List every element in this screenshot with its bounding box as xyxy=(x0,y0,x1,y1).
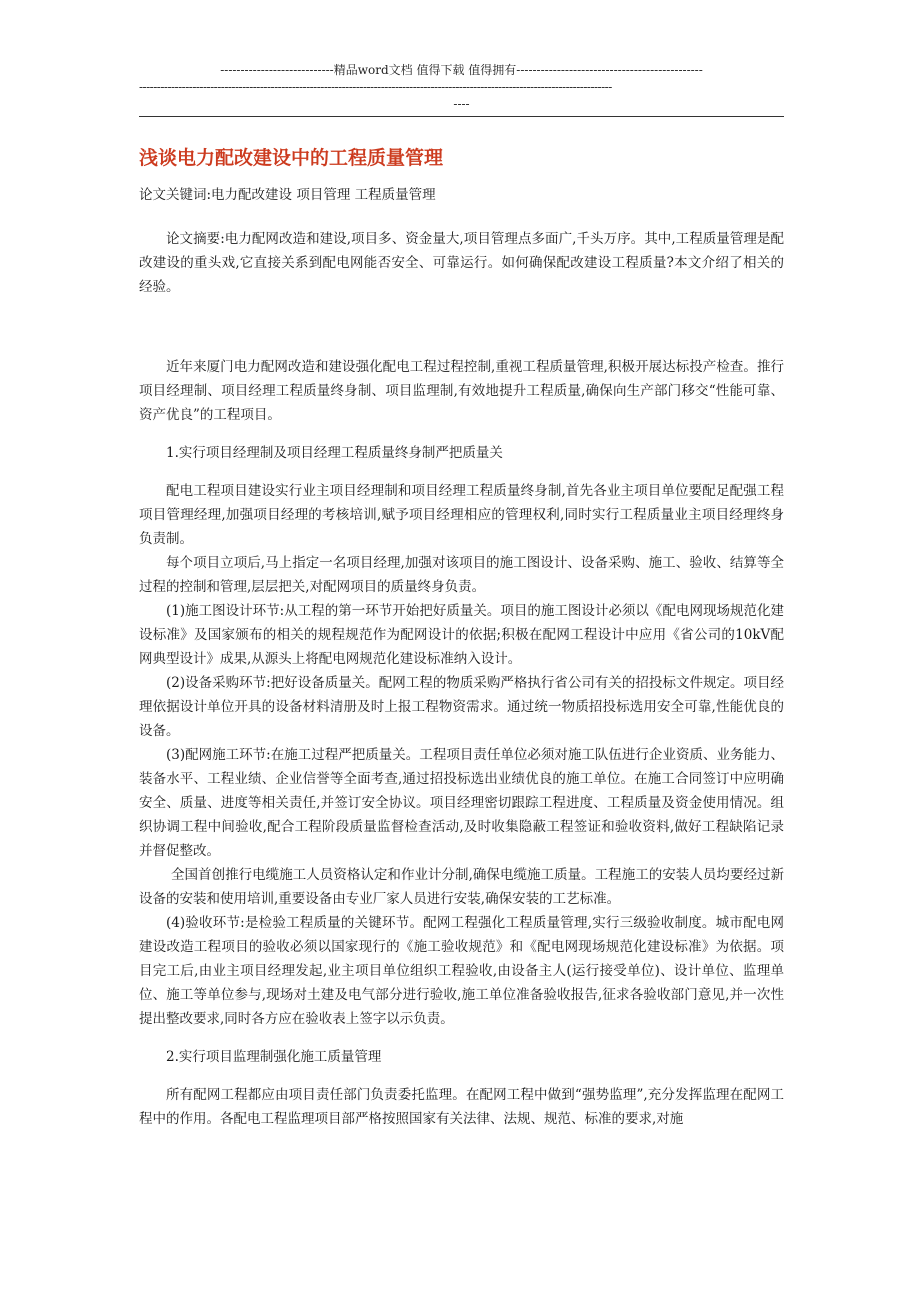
article-keywords: 论文关键词:电力配改建设 项目管理 工程质量管理 xyxy=(139,187,436,203)
section-2-paragraph: 所有配网工程都应由项目责任部门负责委托监理。在配网工程中做到“强势监理”,充分发挥监理在配网工程中的作用。各配电工程监理项目部严格按照国家有关法律、法规、规范、标准的要求,对施 xyxy=(139,1087,784,1127)
section-1-paragraph: 配电工程项目建设实行业主项目经理制和项目经理工程质量终身制,首先各业主项目单位要配足配强工程项目管理经理,加强项目经理的考核培训,赋予项目经理相应的管理权利,同时实行工程质量业主项目经理终身负责制。 xyxy=(139,483,784,547)
header-dash-line: ------------------------------------------------------------------------------------------------------------------------------------- xyxy=(139,80,612,94)
section-1-heading: 1.实行项目经理制及项目经理工程质量终身制严把质量关 xyxy=(166,445,503,461)
section-1-paragraph: (3)配网施工环节:在施工过程严把质量关。工程项目责任单位必须对施工队伍进行企业资质、业务能力、装备水平、工程业绩、企业信誉等全面考查,通过招投标选出业绩优良的施工单位。在施工合同签订中应明确安全、质量、进度等相关责任,并签订安全协议。项目经理密切跟踪工程进度、工程质量及资金使用情况。组织协调工程中间验收,配合工程阶段质量监督检查活动,及时收集隐蔽工程签证和验收资料,做好工程缺陷记录并督促整改。 xyxy=(139,747,784,859)
section-1-paragraph: (4)验收环节:是检验工程质量的关键环节。配网工程强化工程质量管理,实行三级验收制度。城市配电网建设改造工程项目的验收必须以国家现行的《施工验收规范》和《配电网现场规范化建设标准》为依据。项目完工后,由业主项目经理发起,业主项目单位组织工程验收,由设备主人(运行接受单位)、设计单位、监理单位、施工等单位参与,现场对土建及电气部分进行验收,施工单位准备验收报告,征求各验收部门意见,并一次性提出整改要求,同时各方应在验收表上签字以示负责。 xyxy=(139,915,784,1027)
section-1-paragraph: (2)设备采购环节:把好设备质量关。配网工程的物质采购严格执行省公司有关的招投标文件规定。项目经理依据设计单位开具的设备材料清册及时上报工程物资需求。通过统一物质招投标选用安全可靠,性能优良的设备。 xyxy=(139,675,784,739)
section-1-paragraph: 每个项目立项后,马上指定一名项目经理,加强对该项目的施工图设计、设备采购、施工、验收、结算等全过程的控制和管理,层层把关,对配网项目的质量终身负责。 xyxy=(139,555,784,595)
section-1-paragraph: 全国首创推行电缆施工人员资格认定和作业计分制,确保电缆施工质量。工程施工的安装人员均要经过新设备的安装和使用培训,重要设备由专业厂家人员进行安装,确保安装的工艺标准。 xyxy=(139,867,784,907)
header-dash-tail: ---- xyxy=(453,97,470,111)
section-1-paragraph: (1)施工图设计环节:从工程的第一环节开始把好质量关。项目的施工图设计必须以《配电网现场规范化建设标准》及国家颁布的相关的规程规范作为配网设计的依据;积极在配网工程设计中应用《省公司的10kV配网典型设计》成果,从源头上将配电网规范化建设标准纳入设计。 xyxy=(139,603,784,667)
intro-paragraph: 近年来厦门电力配网改造和建设强化配电工程过程控制,重视工程质量管理,积极开展达标投产检查。推行项目经理制、项目经理工程质量终身制、项目监理制,有效地提升工程质量,确保向生产部门移交“性能可靠、资产优良”的工程项目。 xyxy=(139,359,784,423)
header-banner: ----------------------------精品word文档 值得下载 值得拥有---------------------------------------------- xyxy=(220,63,703,77)
abstract-paragraph: 论文摘要:电力配网改造和建设,项目多、资金量大,项目管理点多面广,千头万序。其中,工程质量管理是配改建设的重头戏,它直接关系到配电网能否安全、可靠运行。如何确保配改建设工程质量?本文介绍了相关的经验。 xyxy=(139,231,784,295)
article-title: 浅谈电力配改建设中的工程质量管理 xyxy=(139,147,444,169)
document-page xyxy=(139,62,784,1131)
header-rule xyxy=(139,116,784,117)
section-2-heading: 2.实行项目监理制强化施工质量管理 xyxy=(166,1049,382,1065)
